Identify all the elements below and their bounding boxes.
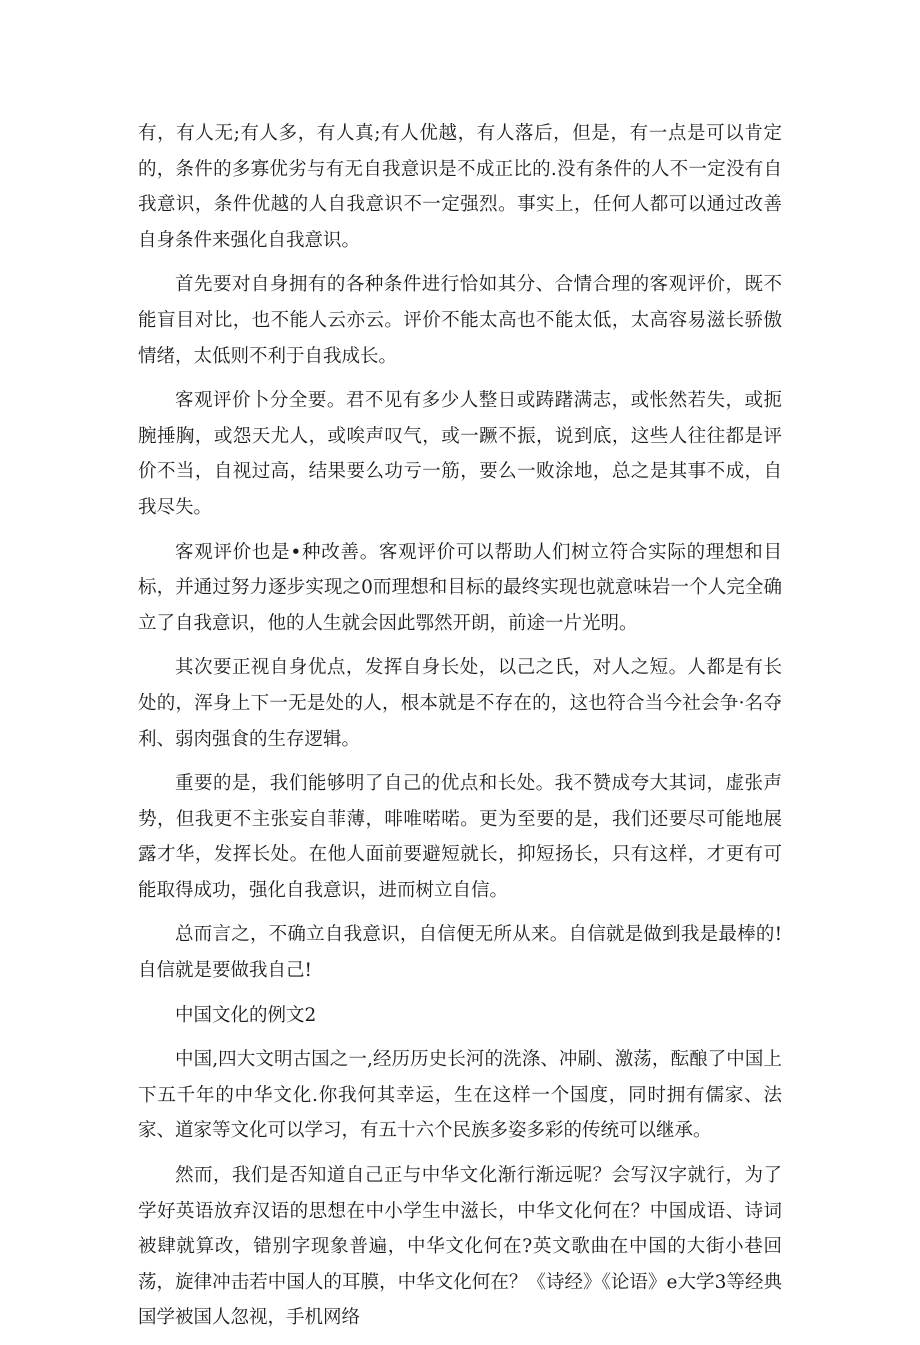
paragraph-5: 其次要正视自身优点，发挥自身长处，以己之氏，对人之短。人都是有长处的，浑身上下一无是处的人，根本就是不存在的，这也符合当今社会争·名夺利、弱肉强食的生存逻辑。 xyxy=(138,657,782,750)
paragraph-2: 首先要对自身拥有的各种条件进行恰如其分、合情合理的客观评价，既不能盲目对比，也不能人云亦云。评价不能太高也不能太低，太高容易滋长骄傲情绪，太低则不利于自我成长。 xyxy=(138,274,782,367)
paragraph-4: 客观评价也是•种改善。客观评价可以帮助人们树立符合实际的理想和目标，并通过努力逐步实现之0而理想和目标的最终实现也就意味岩一个人完全确立了自我意识，他的人生就会因此鄂然开朗，前途一片光明。 xyxy=(138,541,782,634)
section-heading: 中国文化的例文2 xyxy=(175,1004,317,1026)
paragraph-3: 客观评价卜分全要。君不见有多少人整日或踌躇满志，或怅然若失，或扼腕捶胸，或怨天尤人，或唉声叹气，或一蹶不振，说到底，这些人往往都是评价不当，自视过高，结果要么功亏一筋，要么一败涂地，总之是其事不成，自我尽失。 xyxy=(138,390,782,518)
paragraph-6: 重要的是，我们能够明了自己的优点和长处。我不赞成夸大其词，虚张声势，但我更不主张妄自菲薄，啡唯喏喏。更为至要的是，我们还要尽可能地展露才华，发挥长处。在他人面前要避短就长，抑短扬长，只有这样，才更有可能取得成功，强化自我意识，进而树立自信。 xyxy=(138,773,782,901)
paragraph-8: 中国,四大文明古国之一,经历历史长河的洗涤、冲刷、激荡，酝酿了中国上下五千年的中华文化.你我何其幸运，生在这样一个国度，同时拥有儒家、法家、道家等文化可以学习，有五十六个民族多姿多彩的传统可以继承。 xyxy=(138,1049,782,1142)
paragraph-9: 然而，我们是否知道自己正与中华文化渐行渐远呢？会写汉字就行，为了学好英语放弃汉语的思想在中小学生中滋长，中华文化何在？中国成语、诗词被肆就算改，错别字现象普遍，中华文化何在?英文歌曲在中国的大街小巷回荡，旋律冲击若中国人的耳膜，中华文化何在？《诗经》《论语》e大学3等经典国学被国人忽视，手机网络 xyxy=(138,1165,782,1329)
document-body xyxy=(138,116,782,1345)
paragraph-1: 有，有人无;有人多，有人真;有人优越，有人落后，但是，有一点是可以肯定的，条件的多寡优劣与有无自我意识是不成正比的.没有条件的人不一定没有自我意识，条件优越的人自我意识不一定强烈。事实上，任何人都可以通过改善自身条件来强化自我意识。 xyxy=(138,123,782,251)
paragraph-7: 总而言之，不确立自我意识，自信便无所从来。自信就是做到我是最棒的!自信就是要做我自己! xyxy=(138,924,782,982)
